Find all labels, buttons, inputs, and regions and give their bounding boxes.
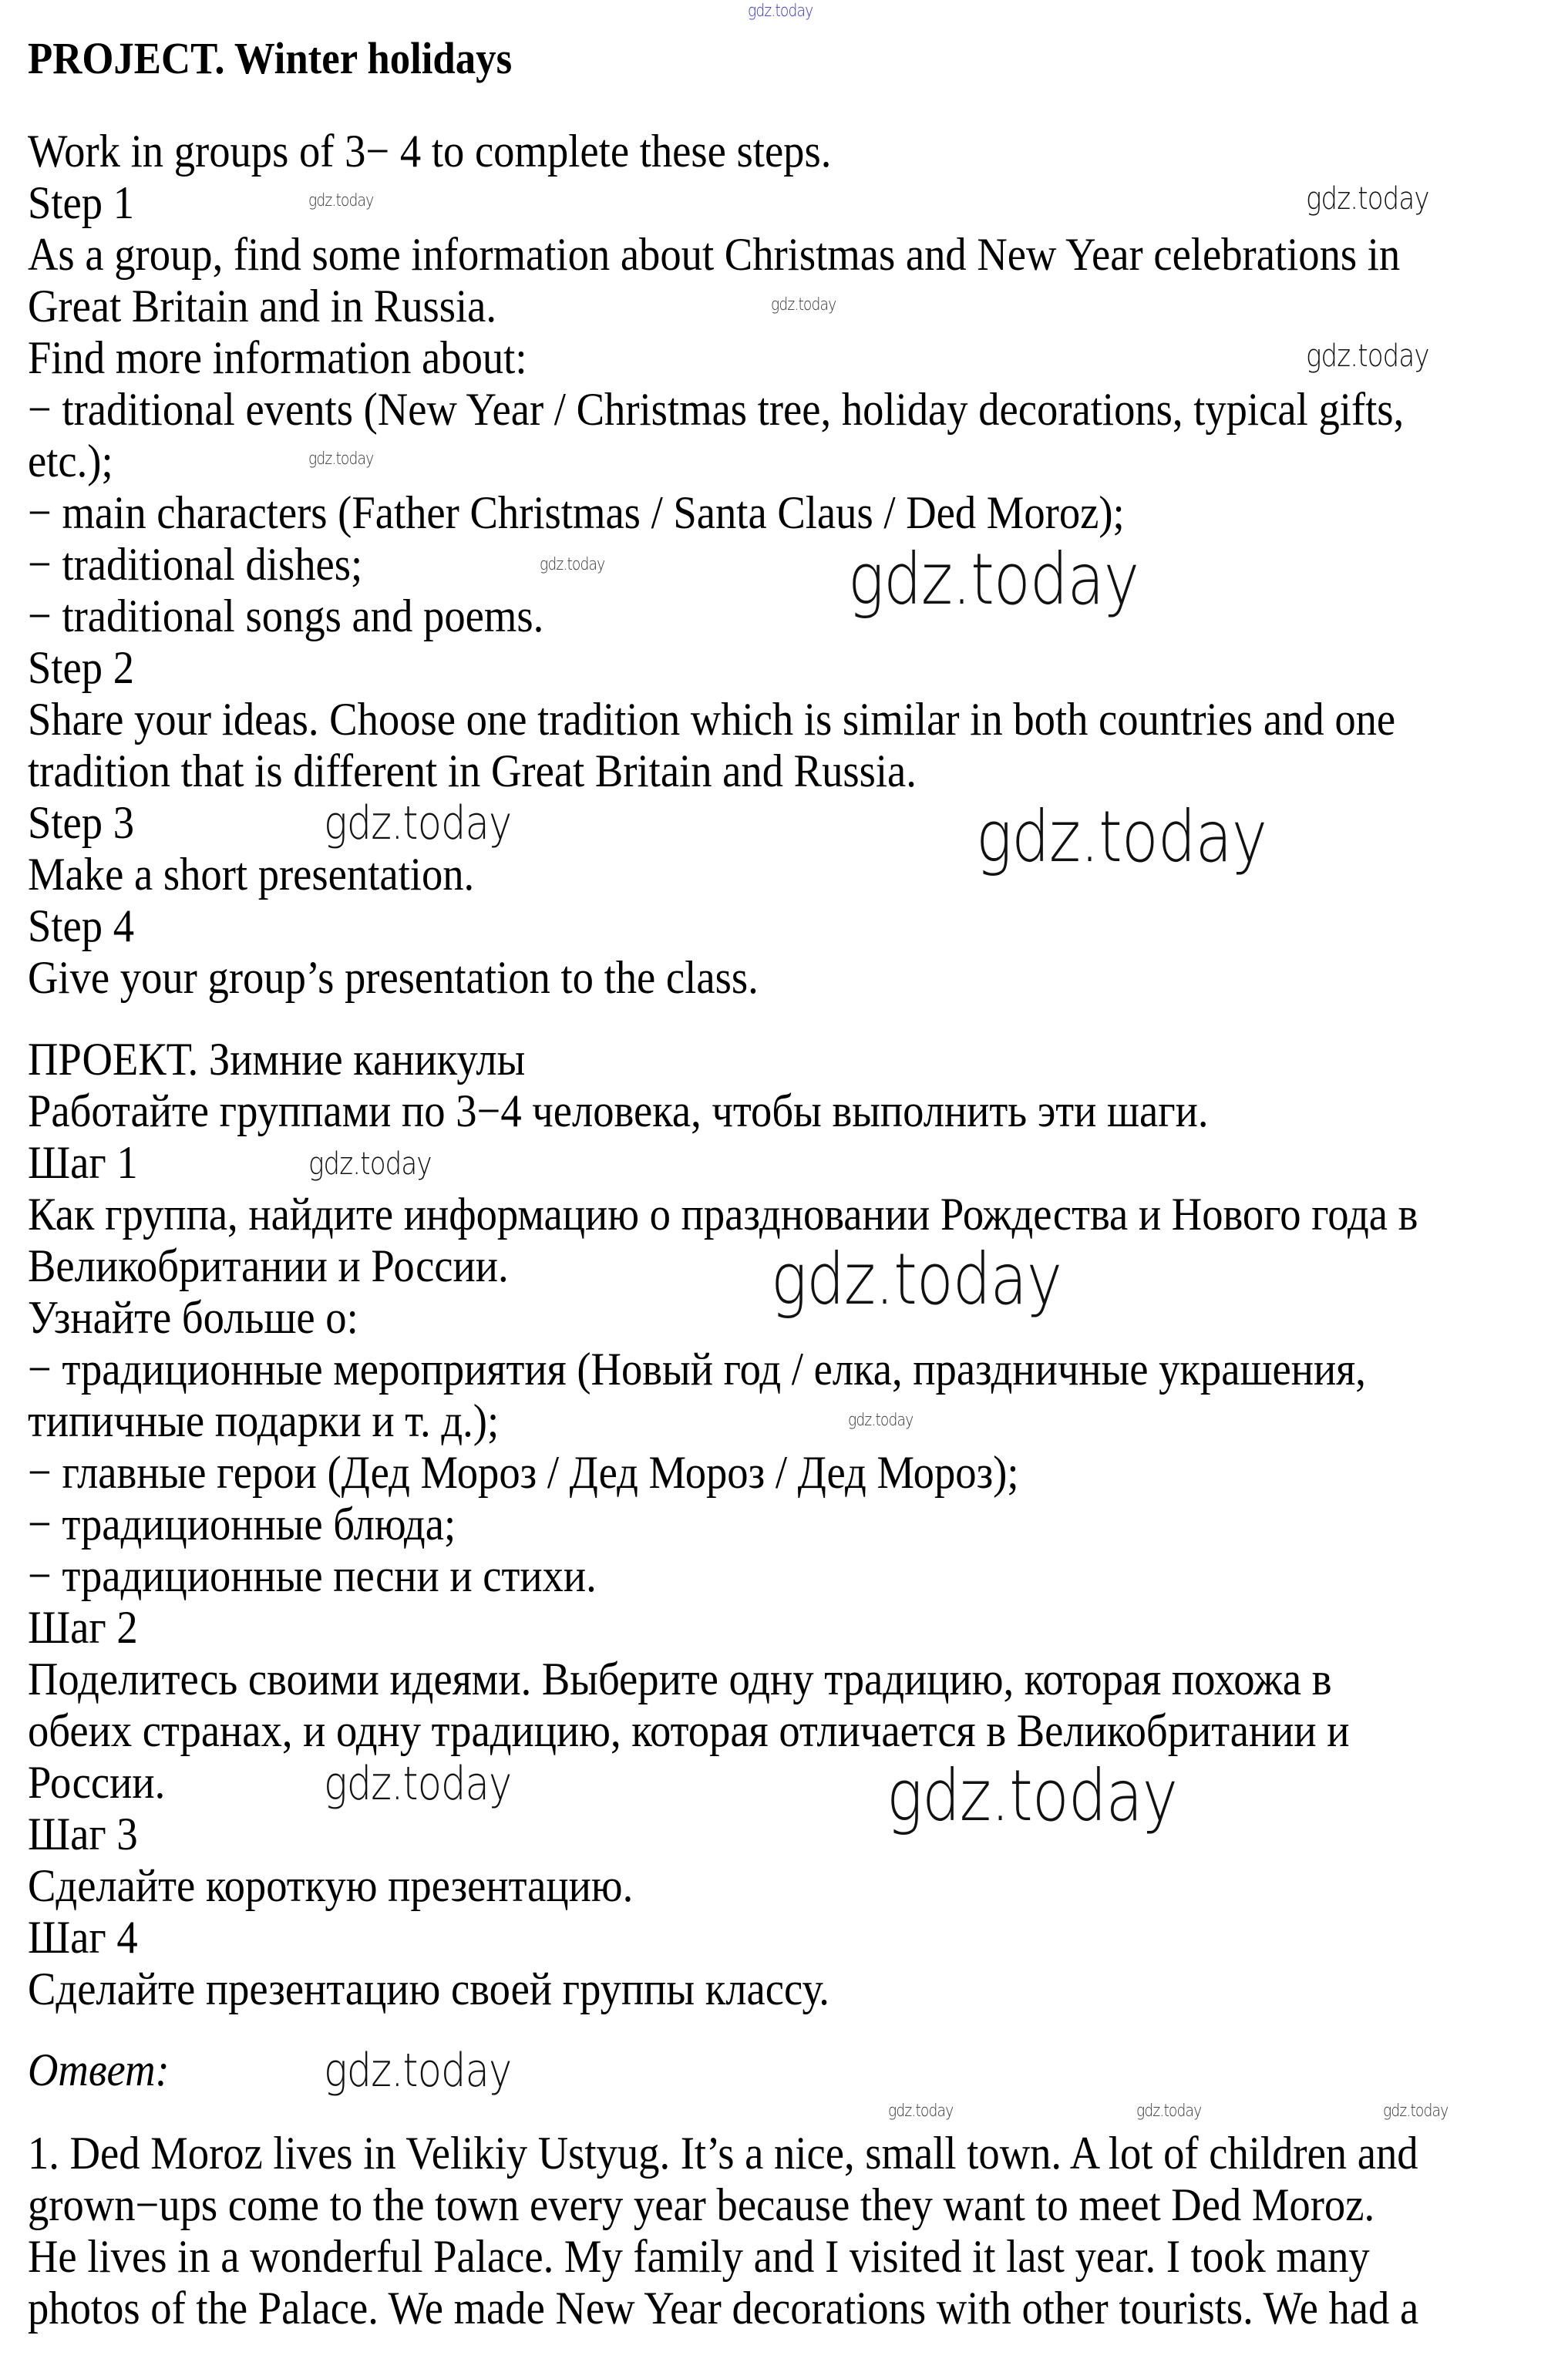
text-line: etc.); (28, 436, 113, 486)
watermark: gdz.today (324, 1757, 512, 1811)
watermark: gdz.today (771, 1238, 1062, 1321)
watermark: gdz.today (888, 2101, 954, 2121)
step-heading: Шаг 4 (28, 1912, 138, 1963)
text-line: He lives in a wonderful Palace. My family and I visited it last year. I took many (28, 2231, 1370, 2282)
text-line: обеих странах, и одну традицию, которая отличается в Великобритании и (28, 1705, 1350, 1756)
text-line: tradition that is different in Great Britain and Russia. (28, 745, 917, 796)
text-line: Великобритании и России. (28, 1240, 509, 1291)
watermark: gdz.today (540, 555, 605, 574)
step-heading: Step 3 (28, 797, 135, 848)
list-item: − traditional events (New Year / Christmas tree, holiday decorations, typical gifts, (28, 384, 1405, 435)
list-item: − traditional songs and poems. (28, 591, 544, 641)
watermark: gdz.today (848, 538, 1139, 621)
text-line: Find more information about: (28, 332, 527, 383)
watermark: gdz.today (748, 2, 813, 21)
russian-translation (28, 1034, 1418, 2015)
step-heading: Step 1 (28, 177, 135, 228)
watermark: gdz.today (976, 796, 1267, 878)
text-line: 1. Ded Moroz lives in Velikiy Ustyug. It’s a nice, small town. A lot of children and (28, 2128, 1418, 2179)
text-line: Give your group’s presentation to the class. (28, 952, 759, 1003)
answer-text (28, 2128, 1418, 2334)
watermark: gdz.today (1136, 2101, 1202, 2121)
step-heading: Step 4 (28, 900, 135, 951)
watermark: gdz.today (1383, 2101, 1449, 2121)
step-heading: Шаг 1 (28, 1137, 138, 1188)
list-item: − традиционные блюда; (28, 1499, 456, 1550)
step-heading: Шаг 3 (28, 1809, 138, 1859)
text-line: Share your ideas. Choose one tradition which is similar in both countries and one (28, 694, 1396, 745)
watermark: gdz.today (308, 191, 374, 210)
text-line: Узнайте больше о: (28, 1292, 358, 1343)
watermark: gdz.today (324, 2044, 512, 2098)
list-item: − традиционные мероприятия (Новый год / елка, праздничные украшения, (28, 1344, 1366, 1395)
watermark: gdz.today (887, 1755, 1178, 1837)
page-title: PROJECT. Winter holidays (28, 33, 513, 83)
translation-title: ПРОЕКТ. Зимние каникулы (28, 1034, 526, 1085)
text-line: Make a short presentation. (28, 849, 475, 900)
list-item: − главные герои (Дед Мороз / Дед Мороз / Дед Мороз); (28, 1447, 1019, 1498)
step-heading: Step 2 (28, 642, 135, 693)
watermark: gdz.today (1306, 181, 1429, 217)
text-line: Work in groups of 3− 4 to complete these steps. (28, 126, 832, 177)
text-line: As a group, find some information about Christmas and New Year celebrations in (28, 229, 1401, 280)
text-line: Работайте группами по 3−4 человека, чтобы выполнить эти шаги. (28, 1085, 1209, 1136)
text-line: Поделитесь своими идеями. Выберите одну традицию, которая похожа в (28, 1654, 1332, 1704)
watermark: gdz.today (308, 1146, 432, 1182)
text-line: Сделайте короткую презентацию. (28, 1860, 634, 1911)
text-line: grown−ups come to the town every year because they want to meet Ded Moroz. (28, 2179, 1375, 2230)
list-item: − традиционные песни и стихи. (28, 1550, 597, 1601)
watermark: gdz.today (308, 449, 374, 469)
text-line: Great Britain and in Russia. (28, 281, 497, 331)
text-line: типичные подарки и т. д.); (28, 1395, 500, 1446)
list-item: − traditional dishes; (28, 539, 363, 590)
watermark: gdz.today (324, 796, 512, 850)
watermark: gdz.today (848, 1411, 914, 1430)
watermark: gdz.today (1306, 338, 1429, 374)
step-heading: Шаг 2 (28, 1602, 138, 1653)
text-line: Как группа, найдите информацию о праздновании Рождества и Нового года в (28, 1189, 1418, 1240)
text-line: Сделайте презентацию своей группы классу. (28, 1964, 829, 2014)
answer-section (28, 2044, 170, 2096)
watermark: gdz.today (771, 295, 836, 315)
answer-label: Ответ: (28, 2044, 170, 2095)
text-line: России. (28, 1757, 166, 1808)
list-item: − main characters (Father Christmas / Santa Claus / Ded Moroz); (28, 487, 1125, 538)
text-line: photos of the Palace. We made New Year decorations with other tourists. We had a (28, 2283, 1419, 2334)
